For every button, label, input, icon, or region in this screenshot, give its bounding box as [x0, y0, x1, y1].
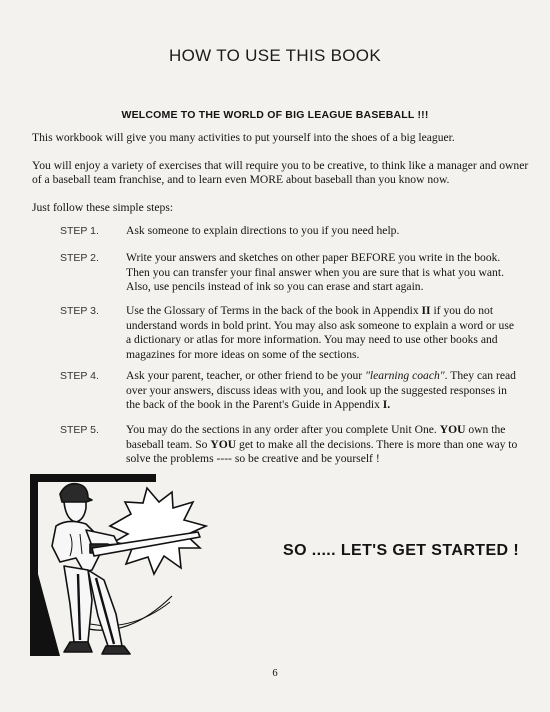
page-title: HOW TO USE THIS BOOK [169, 46, 381, 65]
step-text-run: II [421, 304, 431, 317]
step-2-text [126, 251, 518, 295]
step-text-run: "learning coach" [365, 369, 445, 382]
welcome-heading: WELCOME TO THE WORLD OF BIG LEAGUE BASEBALL !!! [121, 109, 429, 121]
step-1-text [126, 224, 518, 239]
step-text-run: Write your answers and sketches on other paper BEFORE you write in the book. Then you can transfer your final answer when you are sure that is what you want. Also, use pencils instead of ink so you can erase and start again. [126, 251, 504, 293]
step-4-text [126, 369, 518, 413]
step-text-run: . They can read over your answers, discuss ideas with you, and look up the suggested responses in the back of the book in the Parent's Guide in Appendix [126, 369, 516, 411]
step-text-run: own the baseball team. So [126, 423, 506, 451]
step-4-label: STEP 4. [60, 370, 99, 382]
step-text-run: I. [382, 398, 391, 411]
step-2-label: STEP 2. [60, 252, 99, 264]
step-text-run: get to make all the decisions. There is more than one way to solve the problems ---- so be creative and be yourself ! [126, 437, 518, 465]
intro-paragraph-2: You will enjoy a variety of exercises that will require you to be creative, to think like a manager and owner of a baseball team franchise, and to learn even MORE about baseball than you know now. [32, 159, 529, 186]
step-text-run: Ask your parent, teacher, or other friend to be your [126, 369, 366, 382]
step-5-label: STEP 5. [60, 424, 99, 436]
lets-get-started-text: SO ..... LET'S GET STARTED ! [283, 542, 520, 559]
step-text-run: if you do not understand words in bold print. You may also ask someone to explain a word or use a dictionary or atlas for more information. You may need to use other books and magazines for more ideas on some of the sections. [126, 304, 515, 361]
step-5-text [126, 423, 518, 467]
step-3-label: STEP 3. [60, 305, 99, 317]
step-text-run: YOU [439, 423, 466, 436]
intro-paragraph-3: Just follow these simple steps: [32, 201, 174, 214]
step-text-run: YOU [210, 437, 237, 451]
page-number: 6 [272, 668, 278, 679]
step-text-run: Ask someone to explain directions to you if you need help. [126, 224, 400, 237]
step-text-run: You may do the sections in any order after you complete Unit One. [126, 423, 440, 436]
step-3-text [126, 304, 518, 362]
baseball-batter-illustration [30, 474, 252, 656]
impact-burst [110, 488, 206, 574]
step-1-label: STEP 1. [60, 225, 99, 237]
intro-paragraph-1: This workbook will give you many activities to put yourself into the shoes of a big leaguer. [32, 131, 455, 144]
step-text-run: Use the Glossary of Terms in the back of the book in Appendix [126, 304, 422, 317]
